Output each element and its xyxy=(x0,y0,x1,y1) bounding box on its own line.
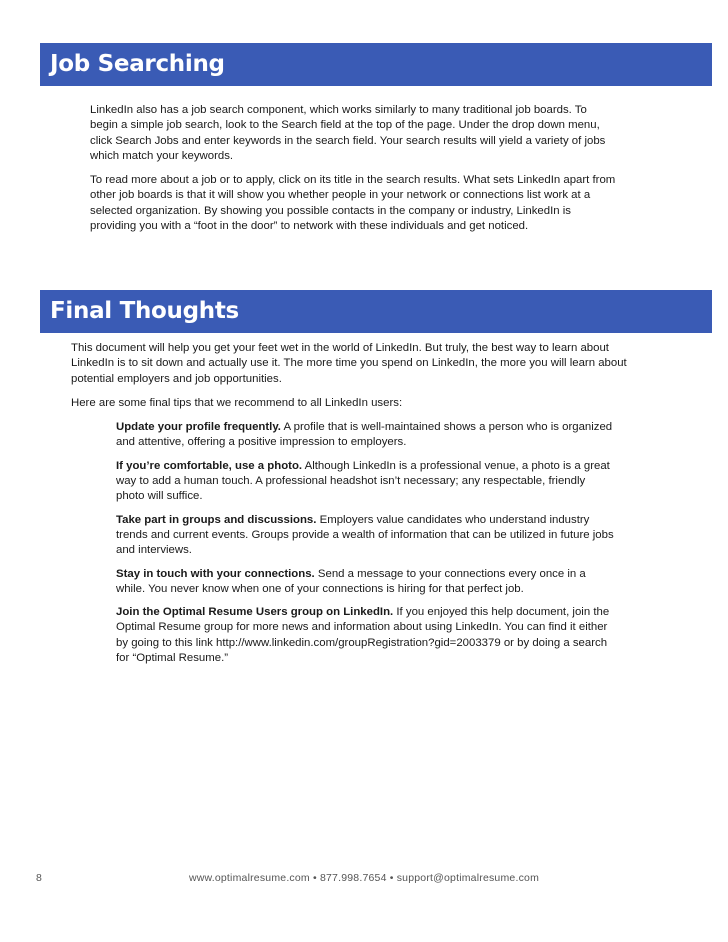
tip-item xyxy=(116,605,616,666)
final-thoughts-intro: This document will help you get your feet wet in the world of LinkedIn. But truly, the best way to learn about LinkedIn is to sit down and actually use it. The more time you spend on LinkedIn, the more you will learn about potential employers and job opportunities. xyxy=(71,342,627,385)
tip-text: A profile that is well-maintained shows a person who is organized and attentive, offering a positive impression to employers. xyxy=(116,421,613,449)
footer-contact-info: www.optimalresume.com • 877.998.7654 • support@optimalresume.com xyxy=(188,872,540,884)
tip-text: If you enjoyed this help document, join the Optimal Resume group for more news and information about using LinkedIn. You can find it either by going to this link http://www.linkedin.com/groupRegistration?gid=2003379 or by doing a search for “Optimal Resume.” xyxy=(116,606,610,665)
tip-item xyxy=(116,567,616,598)
tip-text: Although LinkedIn is a professional venue, a photo is a great way to add a human touch. A professional headshot isn’t necessary; any respectable, friendly photo will suffice. xyxy=(116,459,610,503)
tip-text: Send a message to your connections every once in a while. You never know when one of your connections is hiring for that perfect job. xyxy=(116,567,586,595)
tip-title: Update your profile frequently. xyxy=(116,421,281,434)
page-number: 8 xyxy=(36,872,42,884)
tip-title: If you’re comfortable, use a photo. xyxy=(116,459,303,472)
job-searching-paragraph-1: LinkedIn also has a job search component, which works similarly to many traditional job boards. To begin a simple job search, look to the Search field at the top of the page. Under the drop down menu, click Search Jobs and enter keywords in the search field. Your search results will yield a variety of jobs which match your keywords. xyxy=(90,104,606,162)
job-searching-heading: Job Searching xyxy=(40,43,712,86)
tips-intro: Here are some final tips that we recommend to all LinkedIn users: xyxy=(71,396,403,409)
tip-title: Stay in touch with your connections. xyxy=(116,567,315,580)
final-thoughts-body xyxy=(71,341,631,674)
final-thoughts-heading: Final Thoughts xyxy=(40,290,712,333)
tips-list xyxy=(71,420,631,666)
tip-item xyxy=(116,459,616,505)
job-searching-paragraph-2: To read more about a job or to apply, click on its title in the search results. What sets LinkedIn apart from other job boards is that it will show you whether people in your network or connections list work at a selected organization. By showing you possible contacts in the company or industry, LinkedIn is providing you with a “foot in the door” to network with these individuals and get noticed. xyxy=(90,174,616,233)
tip-text: Employers value candidates who understand industry trends and current events. Groups provide a wealth of information that can be utilized in future jobs and interviews. xyxy=(116,513,614,557)
tip-title: Take part in groups and discussions. xyxy=(116,513,317,526)
tip-title: Join the Optimal Resume Users group on LinkedIn. xyxy=(116,606,394,619)
tip-item xyxy=(116,420,616,451)
job-searching-body xyxy=(90,103,616,243)
tip-item xyxy=(116,513,616,559)
